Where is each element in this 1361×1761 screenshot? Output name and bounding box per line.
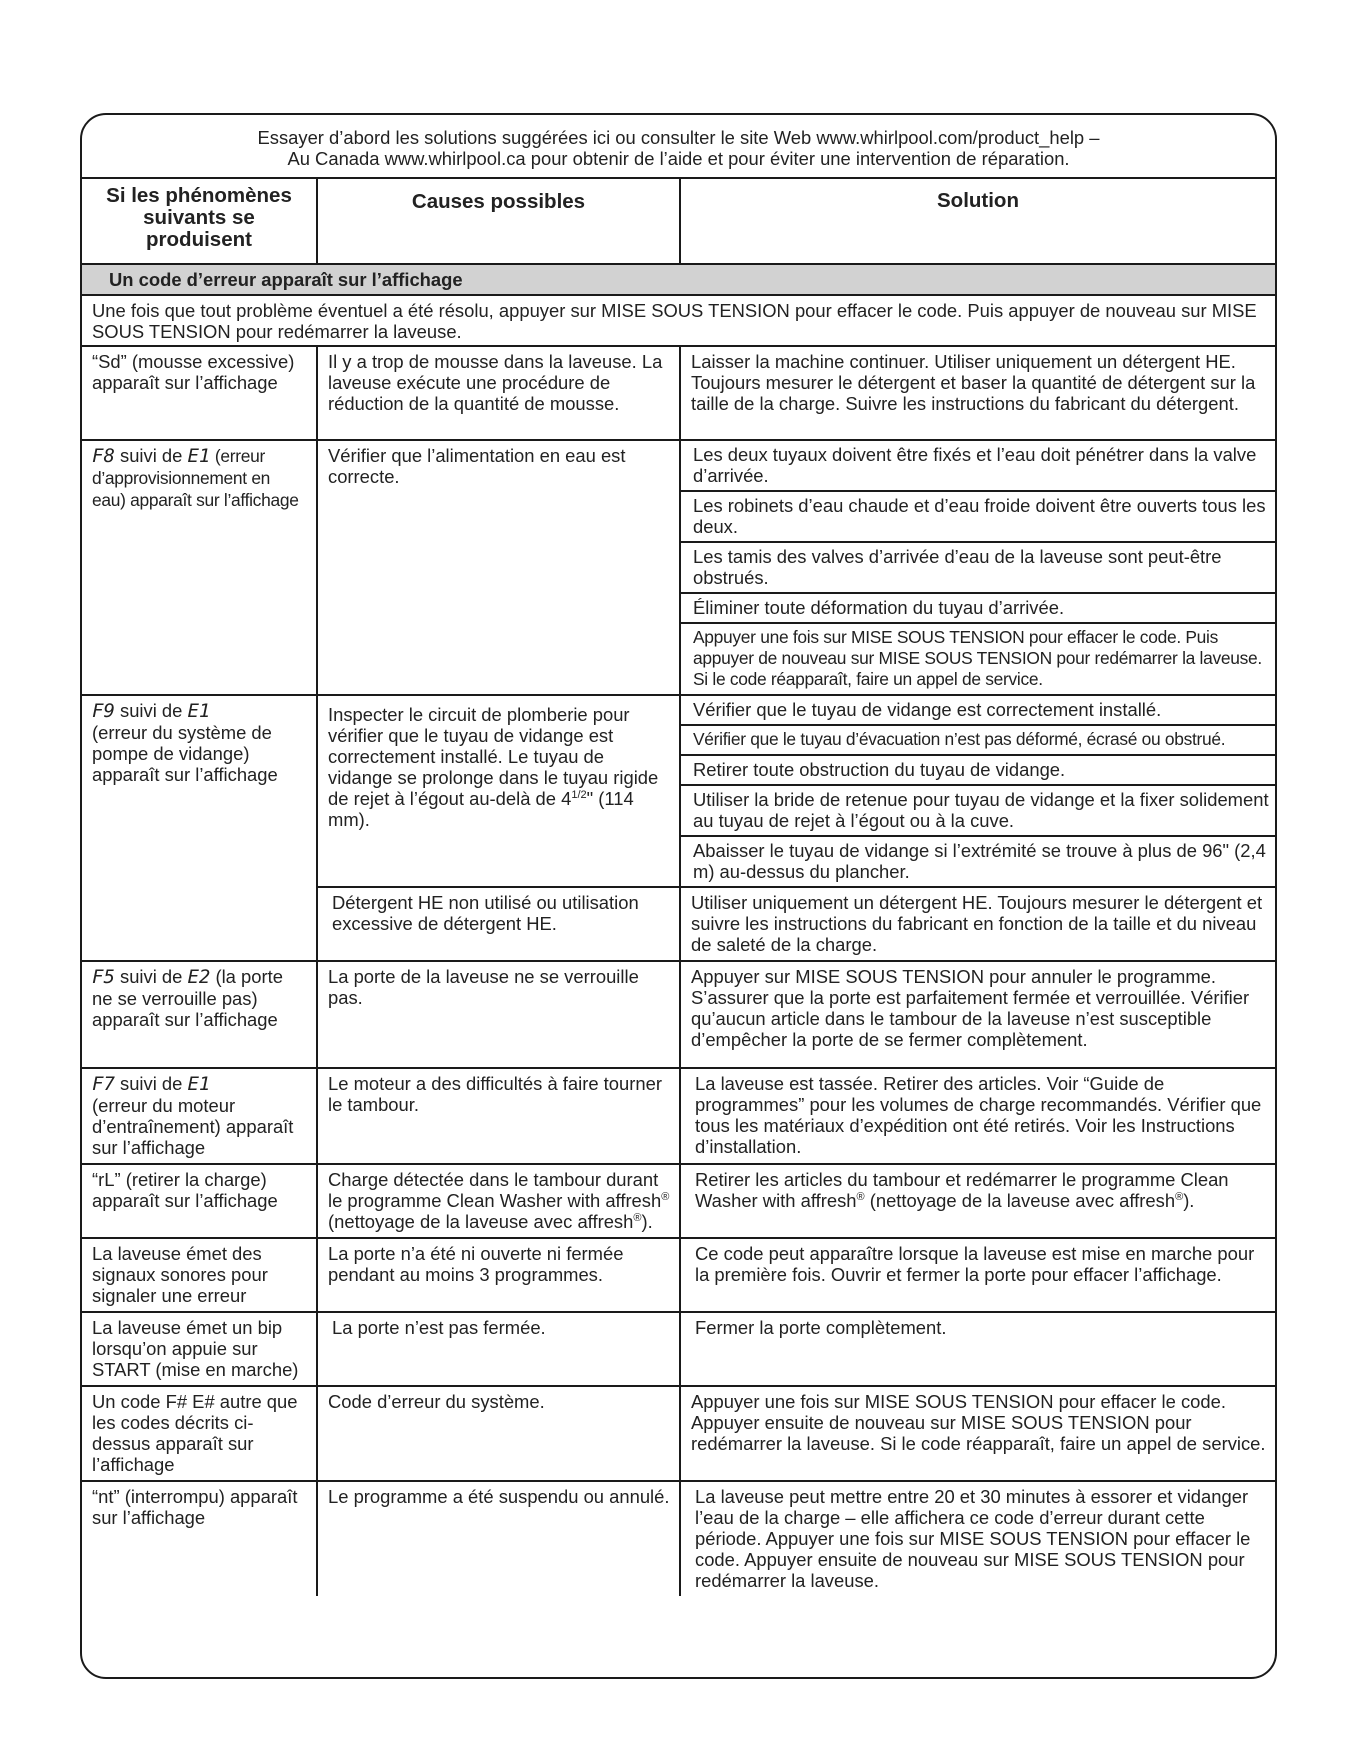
solution-cell: Appuyer une fois sur MISE SOUS TENSION pour effacer le code. Appuyer ensuite de nouveau sur MISE SOUS TENSION pour redémarrer la laveuse. Si le code réapparaît, faire un appel de service. xyxy=(680,1386,1275,1481)
error-code: F5 xyxy=(92,966,115,988)
problem-cell: La laveuse émet des signaux sonores pour signaler une erreur xyxy=(82,1238,317,1312)
table-row xyxy=(82,346,1275,440)
solution-item: Utiliser la bride de retenue pour tuyau de vidange et la fixer solidement au tuyau de rejet à l’égout ou à la cuve. xyxy=(681,785,1275,836)
cause-text: Inspecter le circuit de plomberie pour vérifier que le tuyau de vidange est correctement installé. Le tuyau de vidange se prolonge dans le tuyau rigide de rejet à l’égout au-delà de 4 xyxy=(328,704,659,809)
intro-banner xyxy=(82,115,1275,178)
intro-line-2: Au Canada www.whirlpool.ca pour obtenir de l’aide et pour éviter une intervention de réparation. xyxy=(287,148,1070,169)
cause-cell: Code d’erreur du système. xyxy=(317,1386,680,1481)
solution-cell: La laveuse peut mettre entre 20 et 30 minutes à essorer et vidanger l’eau de la charge – elle affichera ce code d’erreur durant cette période. Appuyer une fois sur MISE SOUS TENSION pour effacer le code. Appuyer ensuite de nouveau sur MISE SOUS TENSION pour redémarrer la laveuse. xyxy=(680,1481,1275,1596)
solution-cell: La laveuse est tassée. Retirer des articles. Voir “Guide de programmes” pour les volumes de charge recommandés. Vérifier que tous les matériaux d’expédition ont été retirés. Voir les Instructions d’installation. xyxy=(680,1068,1275,1164)
problem-cell: Un code F# E# autre que les codes décrits ci-dessus apparaît sur l’affichage xyxy=(82,1386,317,1481)
table-row xyxy=(82,1238,1275,1312)
header-causes: Causes possibles xyxy=(317,178,680,264)
problem-cell xyxy=(82,695,317,961)
solution-item: Les robinets d’eau chaude et d’eau froide doivent être ouverts tous les deux. xyxy=(681,491,1275,542)
solution-cell xyxy=(680,1164,1275,1238)
error-code: E1 xyxy=(187,1073,211,1095)
solution-list xyxy=(681,441,1275,694)
registered-mark: ® xyxy=(856,1190,865,1203)
cause-cell: La porte n’a été ni ouverte ni fermée pendant au moins 3 programmes. xyxy=(317,1238,680,1312)
solution-item: Appuyer une fois sur MISE SOUS TENSION pour effacer le code. Puis appuyer de nouveau sur MISE SOUS TENSION pour redémarrer la laveuse. Si le code réapparaît, faire un appel de service. xyxy=(681,623,1275,694)
solution-cell: Ce code peut apparaître lorsque la laveuse est mise en marche pour la première fois. Ouvrir et fermer la porte pour effacer l’affichage. xyxy=(680,1238,1275,1312)
cause-cell xyxy=(317,1164,680,1238)
header-problem: Si les phénomènes suivants se produisent xyxy=(82,178,317,264)
cause-cell: Le moteur a des difficultés à faire tourner le tambour. xyxy=(317,1068,680,1164)
table-row xyxy=(82,1481,1275,1596)
cause-text: (nettoyage de la laveuse avec affresh xyxy=(328,1211,634,1232)
problem-text: suivi de xyxy=(114,445,188,466)
table-row xyxy=(82,1068,1275,1164)
cause-cell: Vérifier que l’alimentation en eau est correcte. xyxy=(317,440,680,695)
fraction: 1/2 xyxy=(571,788,587,801)
problem-text: (erreur du système de pompe de vidange) apparaît sur l’affichage xyxy=(92,722,278,785)
problem-text: suivi de xyxy=(114,1073,188,1094)
error-code: E2 xyxy=(187,966,211,988)
problem-cell: “Sd” (mousse excessive) apparaît sur l’affichage xyxy=(82,346,317,440)
error-code: F8 xyxy=(92,445,115,467)
cause-cell xyxy=(317,695,680,887)
problem-cell xyxy=(82,1068,317,1164)
problem-text: (erreur du moteur d’entraînement) apparaît sur l’affichage xyxy=(92,1095,294,1158)
table-row xyxy=(82,1312,1275,1386)
solution-item: Éliminer toute déformation du tuyau d’arrivée. xyxy=(681,593,1275,623)
error-code: F9 xyxy=(92,700,115,722)
problem-text: (la porte ne se verrouille pas) apparaît sur l’affichage xyxy=(92,966,283,1030)
solution-text: (nettoyage de la laveuse avec affresh xyxy=(864,1190,1176,1211)
solution-cell xyxy=(680,440,1275,695)
solution-cell: Appuyer sur MISE SOUS TENSION pour annuler le programme. S’assurer que la porte est parfaitement fermée et verrouillée. Vérifier qu’aucun article dans le tambour de la laveuse n’est susceptible d’empêcher la porte de se fermer complètement. xyxy=(680,961,1275,1068)
solution-cell: Laisser la machine continuer. Utiliser uniquement un détergent HE. Toujours mesurer le détergent et baser la quantité de détergent sur la taille de la charge. Suivre les instructions du fabricant du détergent. xyxy=(680,346,1275,440)
problem-cell xyxy=(82,961,317,1068)
table-row xyxy=(82,1164,1275,1238)
table-row xyxy=(82,1386,1275,1481)
problem-cell: “nt” (interrompu) apparaît sur l’affichage xyxy=(82,1481,317,1596)
registered-mark: ® xyxy=(1175,1190,1184,1203)
troubleshooting-table-frame xyxy=(80,113,1277,1679)
error-code: E1 xyxy=(187,700,211,722)
table-row xyxy=(82,695,1275,887)
problem-text: (erreur d’approvisionnement en eau) apparaît sur l’affichage xyxy=(92,446,299,510)
header-solution: Solution xyxy=(680,178,1275,264)
solution-text: Retirer les articles du tambour et redémarrer le programme Clean Washer with affresh xyxy=(695,1169,1229,1211)
cause-text: Charge détectée dans le tambour durant le programme Clean Washer with affresh xyxy=(328,1169,662,1211)
solution-item: Vérifier que le tuyau d’évacuation n’est pas déformé, écrasé ou obstrué. xyxy=(681,725,1275,755)
table-row xyxy=(82,440,1275,695)
registered-mark: ® xyxy=(633,1211,642,1224)
problem-cell: La laveuse émet un bip lorsqu’on appuie sur START (mise en marche) xyxy=(82,1312,317,1386)
table-row xyxy=(82,961,1275,1068)
cause-cell: La porte de la laveuse ne se verrouille pas. xyxy=(317,961,680,1068)
error-code: F7 xyxy=(92,1073,115,1095)
cause-cell: Il y a trop de mousse dans la laveuse. La laveuse exécute une procédure de réduction de la quantité de mousse. xyxy=(317,346,680,440)
cause-cell: La porte n’est pas fermée. xyxy=(317,1312,680,1386)
solution-text: ). xyxy=(1183,1190,1195,1211)
problem-text: suivi de xyxy=(114,966,188,987)
solution-list xyxy=(681,696,1275,886)
cause-cell: Le programme a été suspendu ou annulé. xyxy=(317,1481,680,1596)
error-code: E1 xyxy=(187,445,211,467)
cause-cell: Détergent HE non utilisé ou utilisation excessive de détergent HE. xyxy=(317,887,680,961)
problem-cell xyxy=(82,440,317,695)
troubleshooting-table xyxy=(82,115,1275,1596)
problem-text: suivi de xyxy=(114,700,188,721)
cause-text: ). xyxy=(641,1211,653,1232)
header-row xyxy=(82,178,1275,264)
solution-cell: Fermer la porte complètement. xyxy=(680,1312,1275,1386)
section-note: Une fois que tout problème éventuel a été résolu, appuyer sur MISE SOUS TENSION pour effacer le code. Puis appuyer de nouveau sur MISE SOUS TENSION pour redémarrer la laveuse. xyxy=(82,295,1275,346)
solution-item: Vérifier que le tuyau de vidange est correctement installé. xyxy=(681,696,1275,725)
solution-item: Abaisser le tuyau de vidange si l’extrémité se trouve à plus de 96" (2,4 m) au-dessus du plancher. xyxy=(681,836,1275,886)
solution-cell xyxy=(680,695,1275,887)
solution-item: Les deux tuyaux doivent être fixés et l’eau doit pénétrer dans la valve d’arrivée. xyxy=(681,441,1275,491)
intro-line-1: Essayer d’abord les solutions suggérées ici ou consulter le site Web www.whirlpool.com/product_help – xyxy=(257,127,1100,148)
solution-item: Retirer toute obstruction du tuyau de vidange. xyxy=(681,755,1275,785)
section-title: Un code d’erreur apparaît sur l’affichage xyxy=(82,264,1275,295)
registered-mark: ® xyxy=(661,1190,670,1203)
cause-text: " (114 mm). xyxy=(328,788,634,830)
solution-cell: Utiliser uniquement un détergent HE. Toujours mesurer le détergent et suivre les instructions du fabricant en fonction de la taille et du niveau de saleté de la charge. xyxy=(680,887,1275,961)
solution-item: Les tamis des valves d’arrivée d’eau de la laveuse sont peut-être obstrués. xyxy=(681,542,1275,593)
problem-cell: “rL” (retirer la charge) apparaît sur l’affichage xyxy=(82,1164,317,1238)
